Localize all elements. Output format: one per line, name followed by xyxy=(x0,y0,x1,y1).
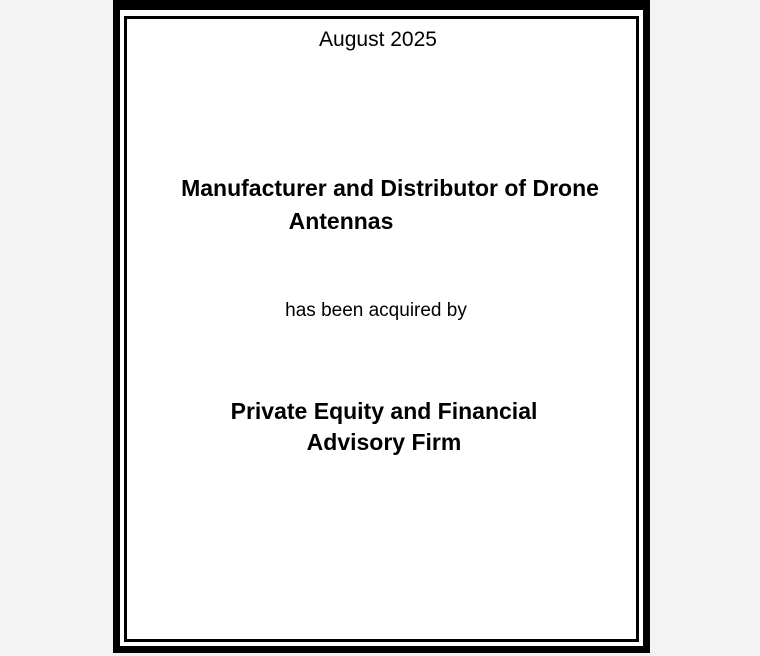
target-company-line1: Manufacturer and Distributor of Drone xyxy=(181,175,599,201)
target-company-line2: Antennas xyxy=(288,208,394,234)
target-company xyxy=(150,172,630,238)
inner-frame xyxy=(124,16,639,642)
acquirer-company-line2: Advisory Firm xyxy=(306,429,462,455)
deal-date: August 2025 xyxy=(319,28,437,51)
acquirer-company-line1: Private Equity and Financial xyxy=(230,398,538,424)
acquirer-company xyxy=(184,396,584,458)
transaction-text: has been acquired by xyxy=(285,300,467,321)
